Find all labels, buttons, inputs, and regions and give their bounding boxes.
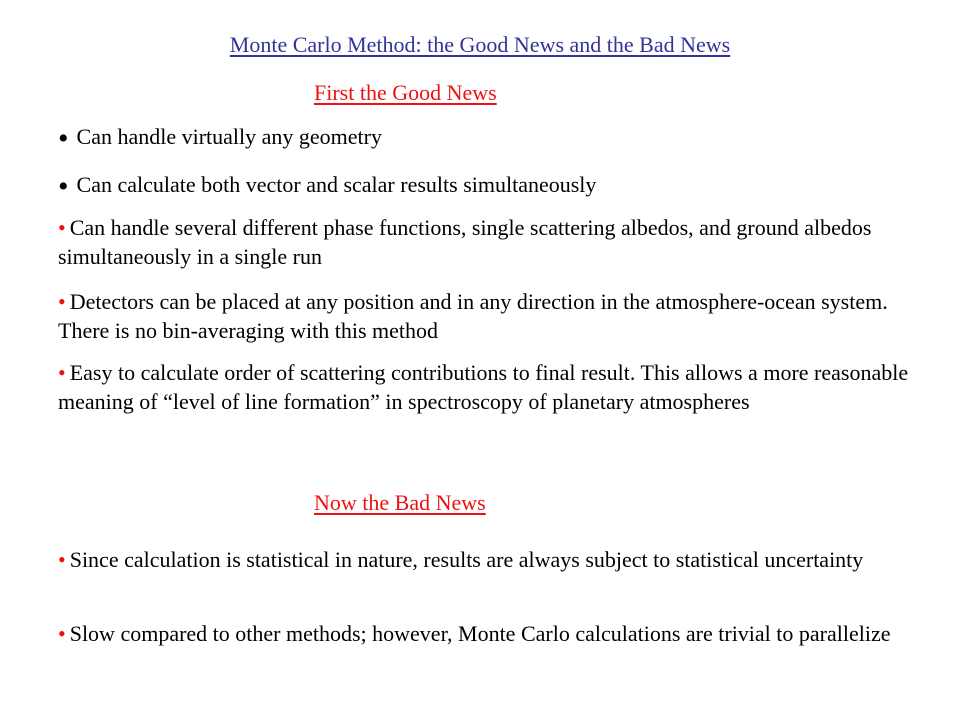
- bad-news-heading: Now the Bad News: [314, 490, 486, 515]
- good-item-1: • Can handle virtually any geometry: [58, 122, 382, 155]
- good-item-2: • Can calculate both vector and scalar results simultaneously: [58, 170, 597, 203]
- slide-title: Monte Carlo Method: the Good News and the Bad News: [229, 32, 731, 57]
- good-item-5: • Easy to calculate order of scattering contributions to final result. This allows a more reasonable meaning of “level of line formation” in spectroscopy of planetary atmospheres: [58, 360, 909, 414]
- good-news-heading: First the Good News: [314, 80, 497, 105]
- good-item-3: • Can handle several different phase functions, single scattering albedos, and ground albedos simultaneously in a single run: [58, 215, 872, 269]
- bad-item-2: • Slow compared to other methods; however, Monte Carlo calculations are trivial to parallelize: [58, 621, 891, 646]
- bad-item-1: • Since calculation is statistical in nature, results are always subject to statistical uncertainty: [58, 547, 864, 572]
- good-item-4: • Detectors can be placed at any position and in any direction in the atmosphere-ocean system. There is no bin-averaging with this method: [58, 289, 888, 343]
